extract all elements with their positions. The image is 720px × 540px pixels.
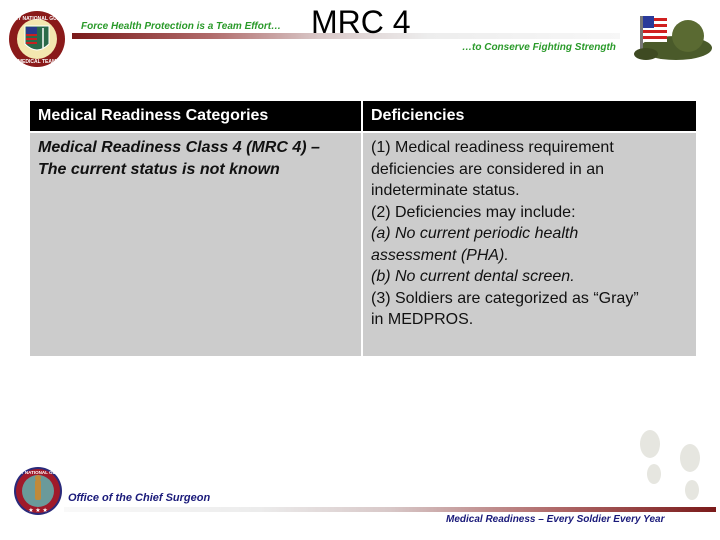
footprints-icon xyxy=(632,428,712,504)
svg-text:ARMY NATIONAL GUARD: ARMY NATIONAL GUARD xyxy=(8,16,66,22)
readiness-table xyxy=(30,101,696,356)
deficiency-line: in MEDPROS. xyxy=(371,311,474,328)
category-line: The current status is not known xyxy=(38,160,280,178)
table-header-row xyxy=(30,101,696,131)
deficiencies-cell xyxy=(363,133,696,356)
column-header-deficiencies: Deficiencies xyxy=(363,101,696,131)
deficiency-subitem-line: (a) No current periodic health xyxy=(371,225,579,242)
svg-text:ARMY NATIONAL GUARD: ARMY NATIONAL GUARD xyxy=(13,470,63,475)
deficiency-subitem-line: (b) No current dental screen. xyxy=(371,268,575,285)
category-cell xyxy=(30,133,363,356)
page-title: MRC 4 xyxy=(311,4,411,40)
deficiency-line: (3) Soldiers are categorized as “Gray” xyxy=(371,289,639,307)
army-national-guard-logo xyxy=(13,466,63,516)
table-row xyxy=(30,133,696,356)
army-national-guard-medical-team-logo xyxy=(8,10,66,68)
footer-motto: Medical Readiness – Every Soldier Every Year xyxy=(446,514,665,525)
svg-text:MEDICAL TEAM: MEDICAL TEAM xyxy=(17,59,57,65)
footer-divider xyxy=(64,507,716,512)
header-tagline-left: Force Health Protection is a Team Effort… xyxy=(81,21,282,32)
deficiency-line: (2) Deficiencies may include: xyxy=(371,203,576,221)
deficiency-line: deficiencies are considered in an xyxy=(371,160,605,178)
column-header-categories: Medical Readiness Categories xyxy=(30,101,363,131)
deficiency-line: indeterminate status. xyxy=(371,182,520,199)
flag-soldiers-icon xyxy=(626,10,714,64)
deficiency-line: (1) Medical readiness requirement xyxy=(371,139,614,156)
footer-office-label: Office of the Chief Surgeon xyxy=(68,492,211,504)
deficiency-subitem-line: assessment (PHA). xyxy=(371,246,509,264)
header-tagline-right: …to Conserve Fighting Strength xyxy=(462,42,616,53)
svg-text:★ ★ ★: ★ ★ ★ xyxy=(28,508,48,514)
category-line: Medical Readiness Class 4 (MRC 4) – xyxy=(38,139,320,156)
